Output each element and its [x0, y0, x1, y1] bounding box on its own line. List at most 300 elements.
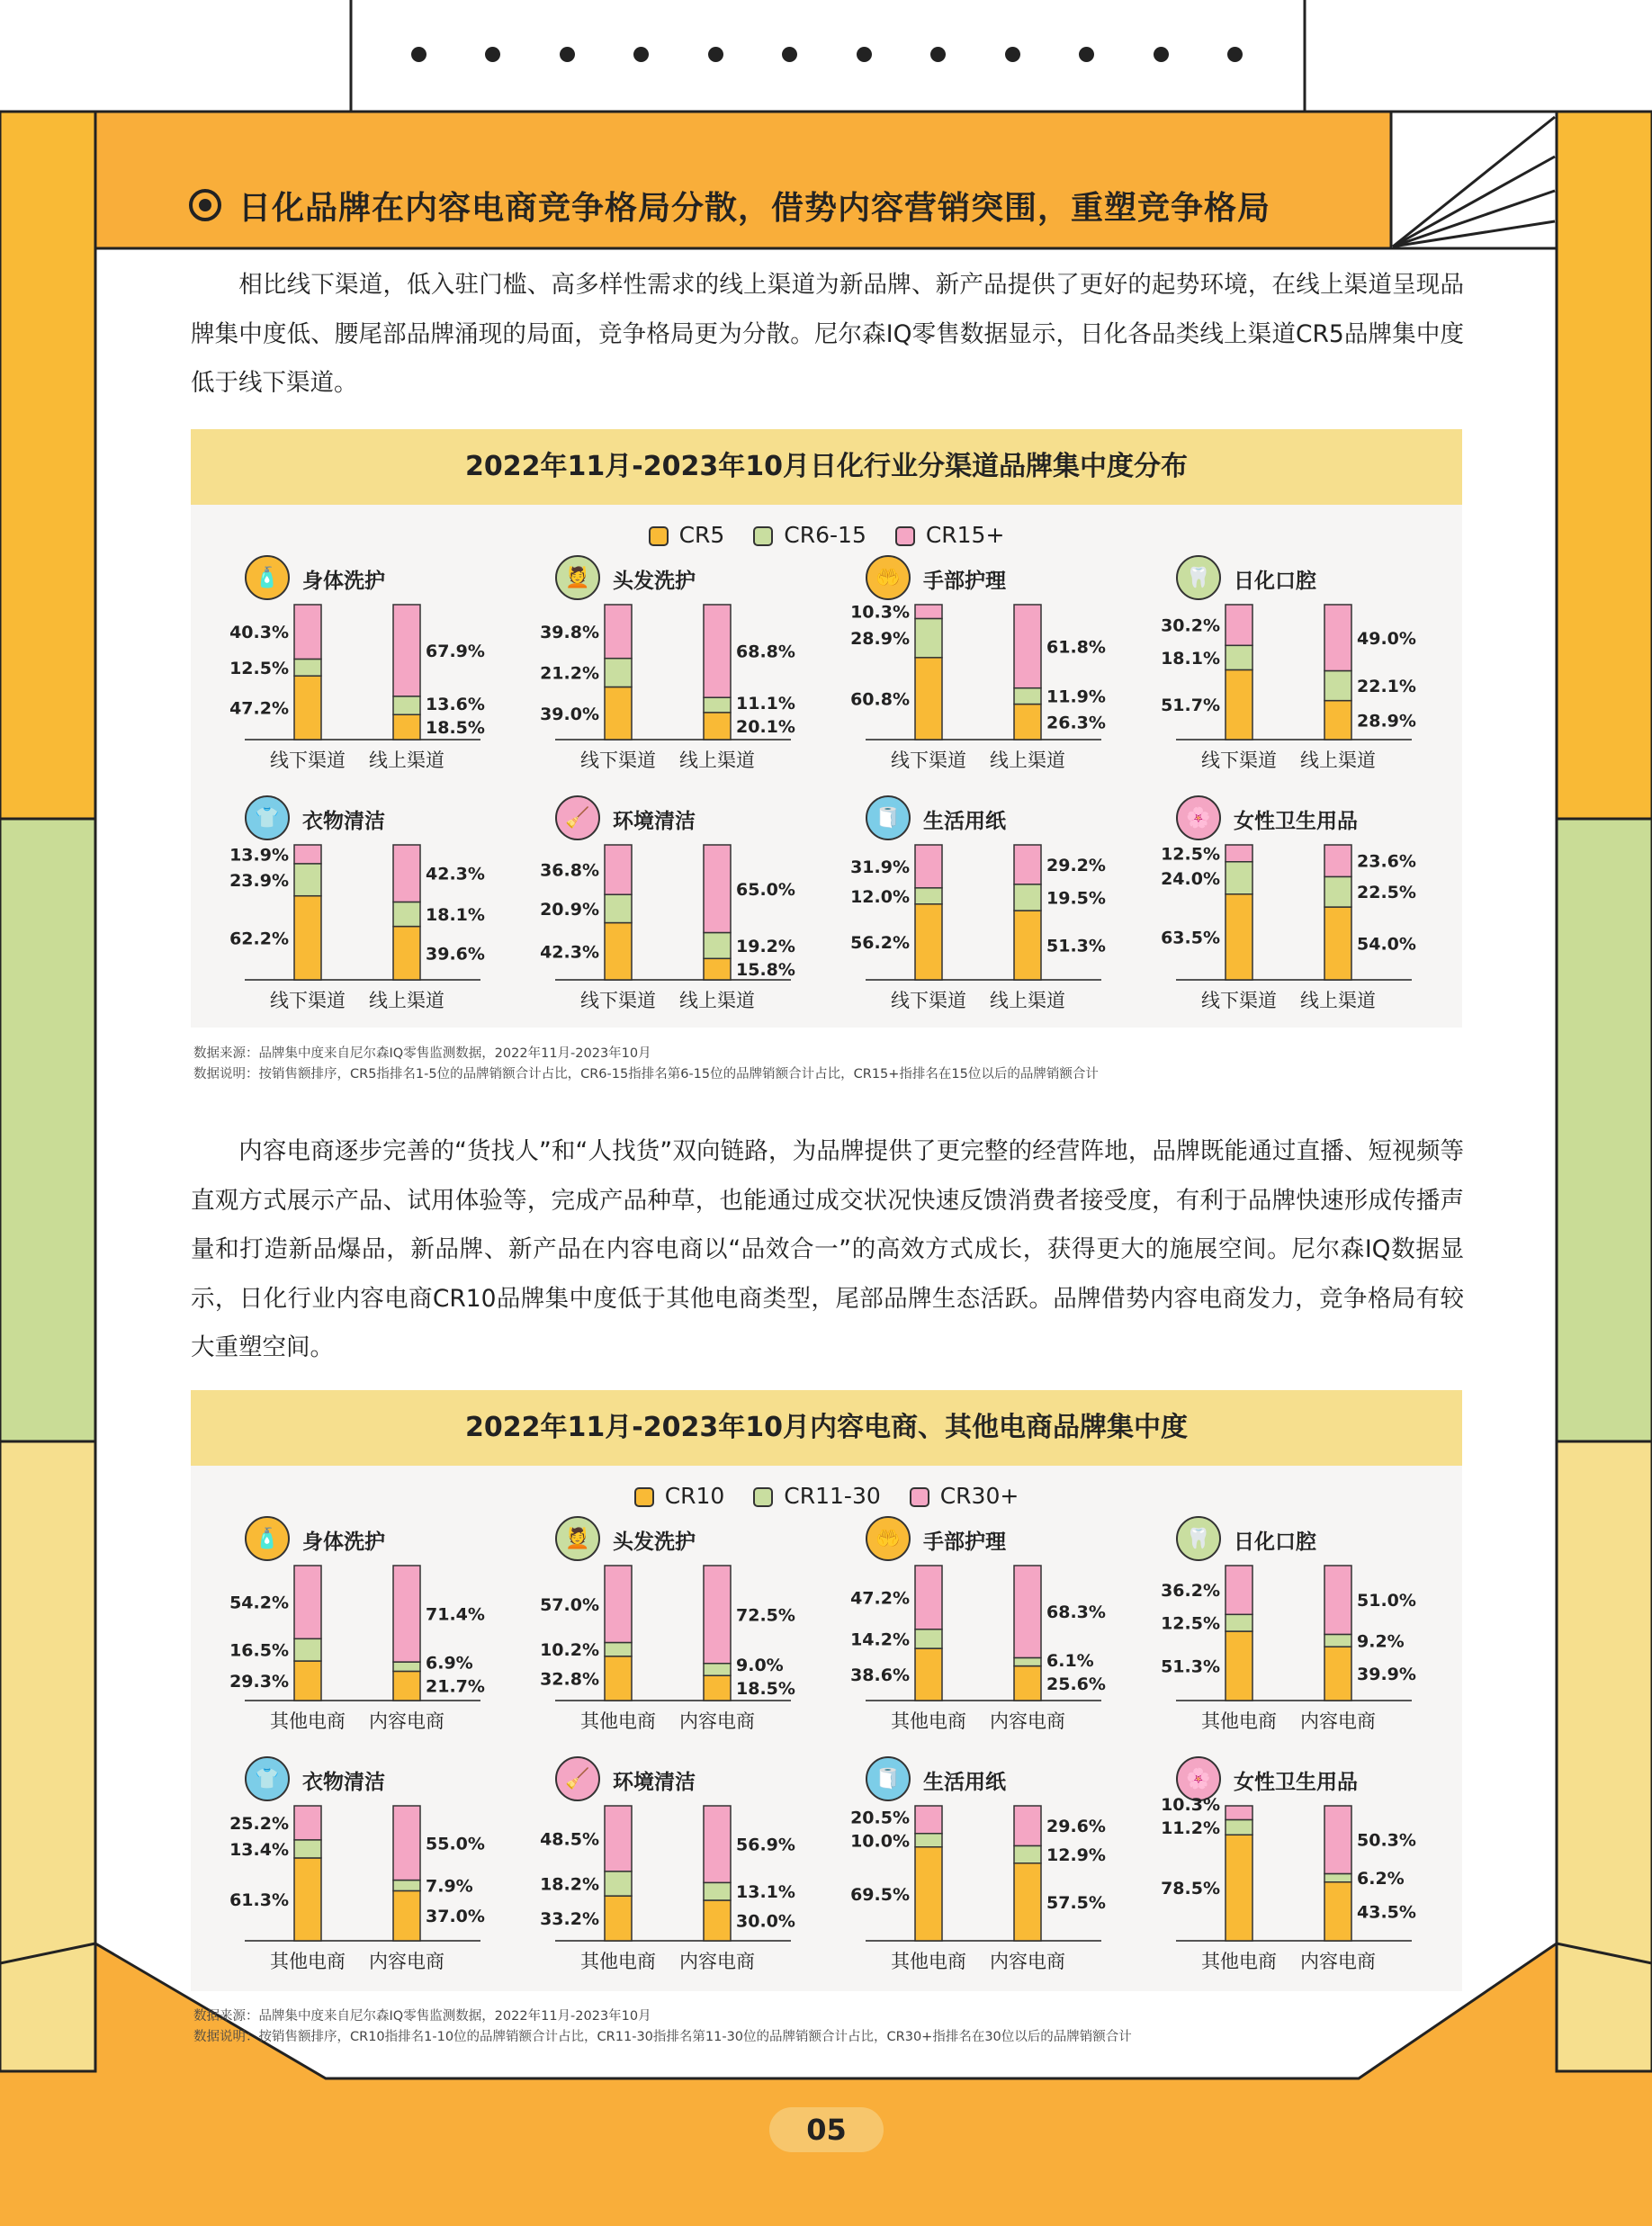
legend-swatch [895, 526, 915, 546]
bar-segment [1226, 1631, 1252, 1701]
oral-care-icon: 🦷 [1176, 555, 1221, 600]
category-tick-label: 其他电商 [891, 1710, 966, 1732]
bar-segment [1014, 1566, 1041, 1657]
data-label: 39.8% [540, 622, 599, 642]
chart-legend [191, 1483, 1462, 1509]
stacked-bar-plot [501, 1516, 807, 1732]
data-label: 57.5% [1046, 1892, 1106, 1913]
data-label: 62.2% [229, 929, 289, 949]
data-label: 29.6% [1046, 1817, 1106, 1837]
body-wash-icon: 🧴 [245, 555, 290, 600]
data-label: 23.6% [1357, 851, 1416, 872]
category-tick-label: 内容电商 [990, 1710, 1065, 1732]
data-label: 10.3% [850, 602, 910, 623]
data-label: 51.0% [1357, 1591, 1416, 1611]
bar-segment [1226, 1566, 1252, 1614]
bar-segment [1226, 1835, 1252, 1941]
stacked-bar-plot [812, 555, 1118, 771]
data-label: 12.5% [229, 658, 289, 678]
category-name: 生活用纸 [923, 1771, 1006, 1794]
data-label: 30.0% [736, 1911, 795, 1932]
chart-title: 2022年11月-2023年10月内容电商、其他电商品牌集中度 [191, 1390, 1462, 1466]
stacked-bar-plot [1122, 555, 1428, 771]
bar-segment [605, 1656, 632, 1701]
stacked-bar-plot [1122, 795, 1428, 1011]
data-label: 25.2% [229, 1813, 289, 1834]
data-label: 6.9% [426, 1653, 473, 1674]
bar-segment [605, 923, 632, 980]
category-name: 生活用纸 [923, 810, 1006, 833]
bar-segment [915, 618, 942, 657]
data-label: 12.9% [1046, 1845, 1106, 1866]
bar-segment [1324, 845, 1351, 876]
category-tick-label: 线下渠道 [580, 990, 656, 1011]
data-label: 51.3% [1046, 936, 1106, 956]
category-tick-label: 内容电商 [679, 1710, 755, 1732]
category-tick-label: 线上渠道 [679, 749, 755, 771]
category-tick-label: 线下渠道 [580, 749, 656, 771]
bar-segment [294, 1638, 321, 1661]
bar-segment [393, 1806, 420, 1880]
dot-icon [1005, 47, 1020, 62]
bar-segment [704, 1664, 731, 1676]
data-label: 18.5% [736, 1679, 795, 1700]
hand-care-icon: 🤲 [866, 1516, 911, 1561]
data-label: 10.3% [1161, 1794, 1220, 1815]
data-label: 65.0% [736, 879, 795, 900]
data-label: 18.2% [540, 1874, 599, 1895]
dot-icon [1227, 47, 1243, 62]
legend-item: CR5 [649, 522, 725, 548]
category-name: 女性卫生用品 [1234, 810, 1358, 833]
bar-segment [704, 1675, 731, 1701]
bar-segment [605, 1871, 632, 1896]
bar-segment [1014, 1657, 1041, 1665]
data-label: 26.3% [1046, 713, 1106, 733]
legend-item: CR30+ [910, 1483, 1019, 1509]
data-label: 15.8% [736, 960, 795, 981]
bar-segment [294, 845, 321, 864]
bar-segment [1226, 894, 1252, 980]
bar-segment [1324, 1873, 1351, 1881]
dot-icon [633, 47, 649, 62]
data-label: 9.2% [1357, 1631, 1405, 1652]
bar-segment [393, 1880, 420, 1891]
bar-segment [704, 697, 731, 713]
data-label: 11.9% [1046, 687, 1106, 707]
category-name: 日化口腔 [1234, 1530, 1316, 1554]
bar-segment [294, 1840, 321, 1858]
data-label: 68.3% [1046, 1602, 1106, 1623]
data-label: 40.3% [229, 623, 289, 643]
data-label: 29.3% [229, 1672, 289, 1692]
bar-segment [1014, 605, 1041, 688]
bar-segment [704, 1900, 731, 1941]
data-label: 13.9% [229, 845, 289, 866]
bar-segment [294, 1566, 321, 1638]
category-tick-label: 内容电商 [1300, 1710, 1376, 1732]
data-label: 7.9% [426, 1876, 473, 1897]
legend-item: CR15+ [895, 522, 1005, 548]
data-label: 22.5% [1357, 883, 1416, 903]
category-panel [191, 795, 497, 1011]
chart-explanation-note: 数据说明：按销售额排序，CR10指排名1-10位的品牌销额合计占比，CR11-30指排名第11-30位的品牌销额合计占比，CR30+指排名在30位以后的品牌销额合计 [193, 2030, 1132, 2044]
category-panel [1122, 555, 1428, 771]
laundry-icon: 👕 [245, 1756, 290, 1801]
dot-icon [930, 47, 946, 62]
data-label: 56.2% [850, 932, 910, 953]
stacked-bar-plot [191, 1756, 497, 1972]
bar-segment [915, 605, 942, 618]
bar-segment [1324, 876, 1351, 907]
bar-segment [393, 845, 420, 902]
data-label: 31.9% [850, 857, 910, 877]
data-label: 14.2% [850, 1629, 910, 1650]
data-label: 11.2% [1161, 1818, 1220, 1838]
category-name: 手部护理 [923, 570, 1006, 593]
bar-segment [704, 1882, 731, 1900]
data-label: 37.0% [426, 1907, 485, 1927]
stacked-bar-plot [812, 1756, 1118, 1972]
data-label: 39.6% [426, 944, 485, 965]
oral-care-icon: 🦷 [1176, 1516, 1221, 1561]
bar-segment [1324, 1566, 1351, 1634]
bar-segment [915, 658, 942, 740]
data-label: 69.5% [850, 1884, 910, 1905]
category-tick-label: 线上渠道 [990, 990, 1065, 1011]
bar-segment [605, 687, 632, 741]
bar-segment [704, 1566, 731, 1664]
bar-segment [915, 1566, 942, 1629]
data-label: 48.5% [540, 1829, 599, 1850]
bar-segment [294, 864, 321, 896]
bar-segment [1226, 605, 1252, 645]
tissue-icon: 🧻 [866, 795, 911, 840]
category-panel [812, 555, 1118, 771]
data-label: 57.0% [540, 1594, 599, 1615]
category-name: 身体洗护 [302, 570, 385, 593]
stacked-bar-plot [1122, 1756, 1428, 1972]
data-label: 68.8% [736, 642, 795, 662]
tissue-icon: 🧻 [866, 1756, 911, 1801]
bar-segment [393, 714, 420, 740]
category-tick-label: 线上渠道 [1300, 990, 1376, 1011]
category-panel [812, 1756, 1118, 1972]
data-label: 71.4% [426, 1604, 485, 1625]
channel-concentration-chart [191, 429, 1462, 1028]
data-label: 18.1% [1161, 648, 1220, 669]
bar-segment [1324, 701, 1351, 740]
category-name: 衣物清洁 [302, 1771, 385, 1794]
bar-segment [704, 933, 731, 959]
stacked-bar-plot [812, 1516, 1118, 1732]
feminine-care-icon: 🌸 [1176, 1756, 1221, 1801]
bar-segment [605, 659, 632, 687]
bar-segment [294, 1858, 321, 1941]
data-label: 18.5% [426, 718, 485, 739]
category-panel [501, 795, 807, 1011]
bar-segment [393, 927, 420, 980]
data-label: 33.2% [540, 1909, 599, 1930]
category-tick-label: 线下渠道 [1201, 749, 1277, 771]
legend-swatch [910, 1487, 929, 1507]
category-tick-label: 内容电商 [369, 1710, 444, 1732]
chart-source-note: 数据来源：品牌集中度来自尼尔森IQ零售监测数据，2022年11月-2023年10月 [193, 1046, 651, 1061]
data-label: 47.2% [229, 698, 289, 719]
laundry-icon: 👕 [245, 795, 290, 840]
intro-paragraph-text: 相比线下渠道，低入驻门槛、高多样性需求的线上渠道为新品牌、新产品提供了更好的起势环境，在线上渠道呈现品牌集中度低、腰尾部品牌涌现的局面，竞争格局更为分散。尼尔森IQ零售数据显示，日化各品类线上渠道CR5品牌集中度低于线下渠道。 [191, 271, 1464, 397]
bar-segment [1324, 1806, 1351, 1873]
data-label: 21.7% [426, 1676, 485, 1697]
category-panel [812, 1516, 1118, 1732]
category-tick-label: 线上渠道 [1300, 749, 1376, 771]
category-tick-label: 其他电商 [891, 1951, 966, 1972]
category-name: 衣物清洁 [302, 810, 385, 833]
category-tick-label: 线下渠道 [1201, 990, 1277, 1011]
data-label: 19.5% [1046, 888, 1106, 909]
category-tick-label: 内容电商 [1300, 1951, 1376, 1972]
hand-care-icon: 🤲 [866, 555, 911, 600]
stacked-bar-plot [501, 1756, 807, 1972]
data-label: 49.0% [1357, 628, 1416, 649]
data-label: 42.3% [540, 942, 599, 963]
bar-segment [294, 605, 321, 659]
data-label: 18.1% [426, 905, 485, 926]
bar-segment [393, 1566, 420, 1662]
category-name: 日化口腔 [1234, 570, 1316, 593]
data-label: 25.6% [1046, 1674, 1106, 1694]
stacked-bar-plot [501, 555, 807, 771]
page-number: 05 [769, 2107, 884, 2152]
data-label: 13.6% [426, 695, 485, 715]
category-panel [1122, 1756, 1428, 1972]
bar-segment [1324, 1647, 1351, 1701]
feminine-care-icon: 🌸 [1176, 795, 1221, 840]
category-panel [501, 555, 807, 771]
bar-segment [1324, 1882, 1351, 1941]
category-tick-label: 线下渠道 [891, 990, 966, 1011]
data-label: 6.2% [1357, 1869, 1405, 1889]
category-panel [501, 1756, 807, 1972]
data-label: 29.2% [1046, 855, 1106, 875]
data-label: 20.1% [736, 716, 795, 737]
cleaning-icon: 🧹 [555, 1756, 600, 1801]
bar-segment [294, 1661, 321, 1701]
bar-segment [915, 888, 942, 904]
data-label: 28.9% [850, 629, 910, 650]
data-label: 12.5% [1161, 1613, 1220, 1634]
category-name: 头发洗护 [613, 1530, 696, 1554]
stacked-bar-plot [191, 795, 497, 1011]
data-label: 32.8% [540, 1669, 599, 1690]
bar-segment [1014, 884, 1041, 911]
category-tick-label: 线下渠道 [270, 990, 346, 1011]
data-label: 28.9% [1357, 711, 1416, 732]
bar-segment [393, 605, 420, 696]
data-label: 55.0% [426, 1834, 485, 1854]
stacked-bar-plot [501, 795, 807, 1011]
data-label: 12.5% [1161, 844, 1220, 865]
data-label: 24.0% [1161, 868, 1220, 889]
dot-icon [560, 47, 575, 62]
data-label: 12.0% [850, 886, 910, 907]
data-label: 19.2% [736, 936, 795, 956]
data-label: 63.5% [1161, 928, 1220, 948]
chart-source-note: 数据来源：品牌集中度来自尼尔森IQ零售监测数据，2022年11月-2023年10月 [193, 2009, 651, 2024]
category-name: 女性卫生用品 [1234, 1771, 1358, 1794]
legend-item: CR6-15 [753, 522, 866, 548]
data-label: 36.8% [540, 860, 599, 881]
data-label: 51.7% [1161, 696, 1220, 716]
bar-segment [1014, 911, 1041, 980]
category-tick-label: 其他电商 [270, 1710, 346, 1732]
category-tick-label: 线下渠道 [891, 749, 966, 771]
bar-segment [1014, 1863, 1041, 1941]
bar-segment [915, 1629, 942, 1648]
legend-swatch [634, 1487, 654, 1507]
bar-segment [1226, 645, 1252, 669]
bar-segment [393, 1662, 420, 1671]
bar-segment [1014, 688, 1041, 705]
data-label: 10.2% [540, 1640, 599, 1661]
bar-segment [1324, 671, 1351, 701]
data-label: 43.5% [1357, 1902, 1416, 1923]
category-tick-label: 内容电商 [990, 1951, 1065, 1972]
data-label: 60.8% [850, 689, 910, 710]
dot-icon [857, 47, 872, 62]
data-label: 47.2% [850, 1588, 910, 1609]
data-label: 56.9% [736, 1835, 795, 1855]
target-circle-icon [189, 189, 221, 221]
data-label: 16.5% [229, 1640, 289, 1661]
stacked-bar-plot [1122, 1516, 1428, 1732]
ecommerce-concentration-chart [191, 1390, 1462, 1991]
category-name: 身体洗护 [302, 1530, 385, 1554]
category-name: 环境清洁 [613, 810, 696, 833]
bar-segment [1014, 1806, 1041, 1845]
intro-paragraph [191, 261, 1464, 408]
category-tick-label: 内容电商 [369, 1951, 444, 1972]
data-label: 36.2% [1161, 1581, 1220, 1602]
bar-segment [294, 896, 321, 980]
data-label: 13.1% [736, 1882, 795, 1903]
data-label: 61.8% [1046, 637, 1106, 658]
data-label: 30.2% [1161, 615, 1220, 636]
category-panel [191, 1516, 497, 1732]
category-tick-label: 线上渠道 [990, 749, 1065, 771]
data-label: 20.9% [540, 899, 599, 920]
bar-segment [915, 904, 942, 980]
bar-segment [605, 1806, 632, 1871]
chart-explanation-note: 数据说明：按销售额排序，CR5指排名1-5位的品牌销额合计占比，CR6-15指排名第6-15位的品牌销额合计占比，CR15+指排名在15位以后的品牌销额合计 [193, 1067, 1099, 1082]
hair-care-icon: 💆 [555, 555, 600, 600]
cleaning-icon: 🧹 [555, 795, 600, 840]
stacked-bar-plot [191, 1516, 497, 1732]
bar-segment [605, 605, 632, 659]
data-label: 38.6% [850, 1665, 910, 1686]
data-label: 11.1% [736, 693, 795, 714]
data-label: 21.2% [540, 663, 599, 684]
bar-segment [605, 894, 632, 922]
dot-icon [411, 47, 426, 62]
legend-item: CR10 [634, 1483, 725, 1509]
bar-segment [915, 1834, 942, 1847]
bar-segment [1014, 705, 1041, 740]
category-panel [191, 1756, 497, 1972]
bar-segment [605, 1643, 632, 1656]
data-label: 20.5% [850, 1808, 910, 1828]
dot-icon [1154, 47, 1169, 62]
data-label: 54.2% [229, 1593, 289, 1613]
data-label: 42.3% [426, 864, 485, 884]
category-panel [1122, 795, 1428, 1011]
content-ecommerce-paragraph-text: 内容电商逐步完善的“货找人”和“人找货”双向链路，为品牌提供了更完整的经营阵地，品牌既能通过直播、短视频等直观方式展示产品、试用体验等，完成产品种草，也能通过成交状况快速反馈消费者接受度，有利于品牌快速形成传播声量和打造新品爆品，新品牌、新产品在内容电商以“品效合一”的高效方式成长，获得更大的施展空间。尼尔森IQ数据显示，日化行业内容电商CR10品牌集中度低于其他电商类型，尾部品牌生态活跃。品牌借势内容电商发力，竞争格局有较大重塑空间。 [191, 1137, 1464, 1361]
stacked-bar-plot [191, 555, 497, 771]
data-label: 22.1% [1357, 677, 1416, 697]
bar-segment [1324, 1634, 1351, 1647]
bar-segment [393, 696, 420, 714]
bar-segment [915, 1648, 942, 1701]
data-label: 39.9% [1357, 1665, 1416, 1685]
bar-segment [393, 902, 420, 926]
category-tick-label: 其他电商 [1201, 1710, 1277, 1732]
bar-segment [605, 845, 632, 894]
bar-segment [1014, 1845, 1041, 1862]
category-tick-label: 其他电商 [1201, 1951, 1277, 1972]
bar-segment [605, 1896, 632, 1941]
category-panel [1122, 1516, 1428, 1732]
bar-segment [1226, 845, 1252, 862]
data-label: 23.9% [229, 870, 289, 891]
bar-segment [704, 605, 731, 697]
data-label: 39.0% [540, 704, 599, 724]
bar-segment [1014, 1666, 1041, 1701]
data-label: 67.9% [426, 641, 485, 661]
category-tick-label: 其他电商 [270, 1951, 346, 1972]
bar-segment [294, 1806, 321, 1840]
section-title: 日化品牌在内容电商竞争格局分散，借势内容营销突围，重塑竞争格局 [238, 190, 1271, 227]
content-ecommerce-paragraph [191, 1127, 1464, 1373]
data-label: 6.1% [1046, 1650, 1094, 1671]
category-panel [191, 555, 497, 771]
dot-icon [1079, 47, 1094, 62]
hair-care-icon: 💆 [555, 1516, 600, 1561]
bar-segment [915, 1806, 942, 1834]
bar-segment [393, 1671, 420, 1701]
bar-segment [1226, 669, 1252, 740]
category-tick-label: 线上渠道 [679, 990, 755, 1011]
category-tick-label: 内容电商 [679, 1951, 755, 1972]
category-panel [812, 795, 1118, 1011]
category-tick-label: 线上渠道 [369, 990, 444, 1011]
bar-segment [605, 1566, 632, 1643]
category-tick-label: 线下渠道 [270, 749, 346, 771]
bar-segment [704, 713, 731, 740]
dot-icon [782, 47, 797, 62]
data-label: 72.5% [736, 1605, 795, 1626]
bar-segment [1226, 862, 1252, 894]
data-label: 78.5% [1161, 1879, 1220, 1899]
category-tick-label: 其他电商 [580, 1951, 656, 1972]
data-label: 50.3% [1357, 1830, 1416, 1851]
body-wash-icon: 🧴 [245, 1516, 290, 1561]
category-tick-label: 其他电商 [580, 1710, 656, 1732]
category-tick-label: 线上渠道 [369, 749, 444, 771]
bar-segment [915, 1847, 942, 1941]
bar-segment [1226, 1819, 1252, 1835]
bar-segment [1226, 1806, 1252, 1819]
bar-segment [294, 659, 321, 676]
